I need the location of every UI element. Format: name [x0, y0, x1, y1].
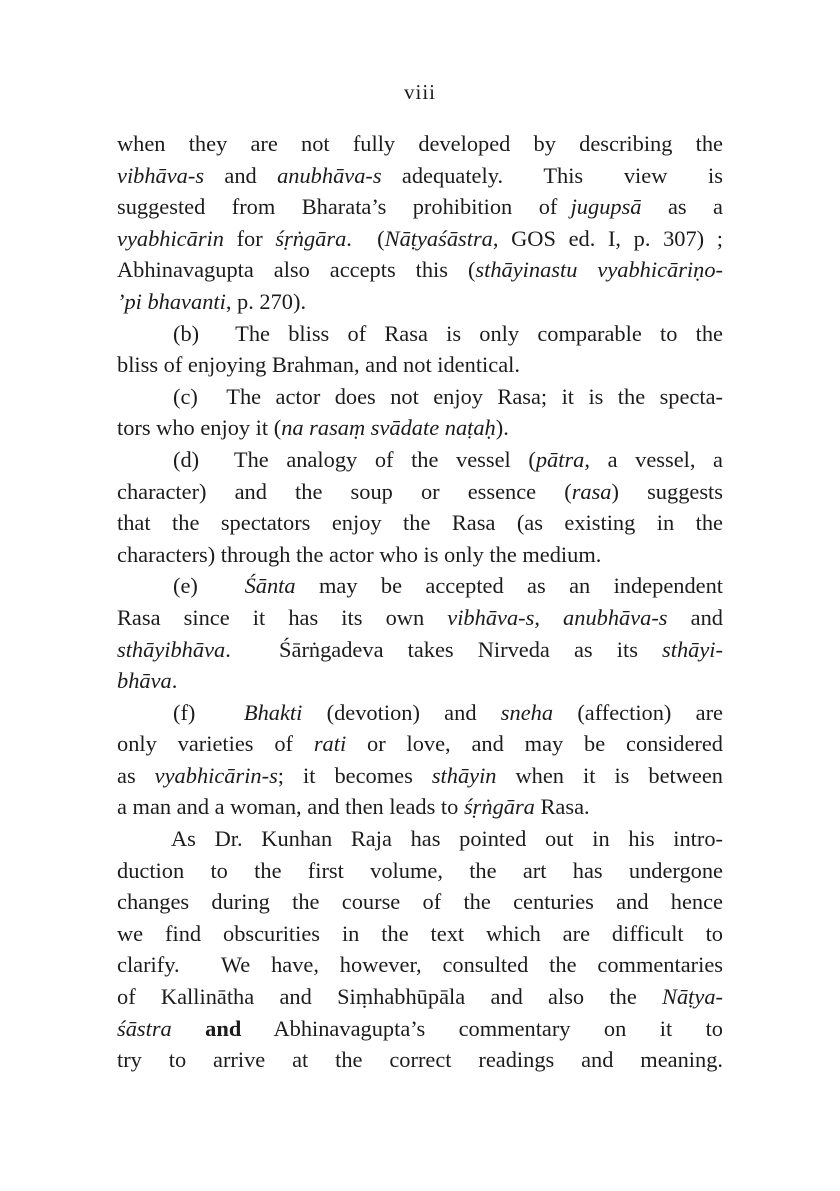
text-segment: we find obscurities in the text which are difficult to	[117, 920, 723, 946]
italic-term: pātra	[535, 446, 585, 472]
text-segment: may be accepted as an independent	[295, 573, 723, 599]
text-segment: adequately. This view is	[381, 162, 723, 188]
text-line	[117, 634, 723, 666]
italic-term: sthāyi-	[662, 636, 723, 662]
italic-term: vibhāva-s	[447, 604, 535, 630]
text-segment: (affection) are	[553, 699, 723, 725]
text-segment: clarify. We have, however, consulted the commentaries	[117, 952, 723, 978]
text-segment: a man and a woman, and then leads to	[117, 794, 464, 820]
text-segment: try to arrive at the correct readings and meaning.	[117, 1047, 723, 1073]
text-segment: changes during the course of the centuries and hence	[117, 889, 723, 915]
text-segment: ) suggests	[611, 478, 723, 504]
text-segment: . (	[346, 225, 385, 251]
text-segment: (e)	[173, 573, 245, 599]
text-line	[117, 728, 723, 760]
text-line	[117, 823, 723, 855]
text-segment: character) and the soup or essence (	[117, 478, 572, 504]
text-segment: (f)	[173, 699, 244, 725]
text-segment: or love, and may be considered	[346, 731, 723, 757]
text-segment: (devotion) and	[302, 699, 501, 725]
italic-term: śṛṅgāra	[463, 794, 535, 820]
italic-term: rati	[313, 731, 347, 757]
text-line	[117, 223, 723, 255]
italic-term: sneha	[500, 699, 554, 725]
text-line	[117, 476, 723, 508]
italic-term: sthāyin	[431, 762, 497, 788]
text-line	[117, 918, 723, 950]
text-line	[117, 665, 723, 697]
text-segment: of Kallinātha and Siṃhabhūpāla and also the	[117, 984, 663, 1010]
text-line	[117, 160, 723, 192]
text-line	[117, 444, 723, 476]
text-line	[117, 539, 723, 571]
text-line	[117, 886, 723, 918]
italic-term: śṛṅgāra	[275, 225, 347, 251]
text-line	[117, 570, 723, 602]
text-segment: (b) The bliss of Rasa is only comparable to the	[173, 320, 723, 346]
text-line	[117, 254, 723, 286]
text-line	[117, 760, 723, 792]
italic-term: Nāṭyaśāstra	[384, 225, 493, 251]
italic-term: bhāva	[117, 668, 172, 694]
italic-term: anubhāva-s	[563, 604, 668, 630]
text-segment: as	[117, 762, 155, 788]
text-segment: , a vessel, a	[584, 446, 723, 472]
text-line	[117, 349, 723, 381]
text-segment: .	[171, 668, 178, 694]
text-line	[117, 507, 723, 539]
italic-term: vyabhicārin-s	[154, 762, 278, 788]
text-segment: Rasa.	[534, 794, 590, 820]
italic-term: rasa	[571, 478, 612, 504]
text-segment: , p. 270).	[225, 288, 307, 314]
italic-term: sthāyibhāva	[117, 636, 226, 662]
text-segment: when they are not fully developed by describing the	[117, 131, 723, 156]
text-line	[117, 791, 723, 823]
text-segment: suggested from Bharata’s prohibition of	[117, 194, 571, 220]
text-segment: Rasa since it has its own	[117, 604, 448, 630]
text-line	[117, 1044, 723, 1076]
italic-term: sthāyinastu vyabhicāriṇo-	[475, 257, 723, 283]
text-segment: when it is between	[496, 762, 723, 788]
text-segment: Abhinavagupta’s commentary on it to	[241, 1015, 723, 1041]
italic-term: jugupsā	[570, 194, 642, 220]
text-segment: As Dr. Kunhan Raja has pointed out in his intro-	[171, 826, 723, 852]
italic-term: ’pi bhavanti	[117, 288, 226, 314]
text-line	[117, 1013, 723, 1045]
text-line	[117, 981, 723, 1013]
italic-term: na rasaṃ svādate naṭaḥ	[281, 415, 496, 441]
text-segment: and	[667, 604, 723, 630]
text-segment: as a	[641, 194, 723, 220]
text-segment: duction to the first volume, the art has undergone	[117, 857, 723, 883]
text-segment: and	[171, 1015, 242, 1041]
text-line	[117, 128, 723, 160]
italic-term: Nāṭya-	[662, 984, 723, 1010]
text-line	[117, 855, 723, 887]
text-line	[117, 286, 723, 318]
text-line	[117, 412, 723, 444]
italic-term: Bhakti	[243, 699, 303, 725]
text-line	[117, 602, 723, 634]
text-line	[117, 949, 723, 981]
text-line	[117, 318, 723, 350]
text-segment: . Śārṅgadeva takes Nirveda as its	[225, 636, 663, 662]
italic-term: śāstra	[117, 1015, 172, 1041]
text-segment: only varieties of	[117, 731, 314, 757]
italic-term: anubhāva-s	[277, 162, 382, 188]
text-line	[117, 381, 723, 413]
italic-term: Śānta	[244, 573, 296, 599]
text-segment: (d) The analogy of the vessel (	[173, 446, 536, 472]
text-segment: for	[223, 225, 276, 251]
text-line	[117, 191, 723, 223]
text-segment: ,	[534, 604, 564, 630]
text-segment: ).	[495, 415, 509, 441]
text-segment: characters) through the actor who is only the medium.	[117, 541, 602, 567]
text-segment: and	[204, 162, 278, 188]
text-segment: tors who enjoy it (	[117, 415, 282, 441]
text-segment: ; it becomes	[277, 762, 432, 788]
text-segment: (c) The actor does not enjoy Rasa; it is the specta-	[173, 383, 723, 409]
page-number: viii	[403, 80, 436, 104]
text-segment: Abhinavagupta also accepts this (	[117, 257, 476, 283]
text-segment: , GOS ed. I, p. 307) ;	[492, 225, 723, 251]
text-segment: bliss of enjoying Brahman, and not identical.	[117, 352, 520, 378]
text-line	[117, 697, 723, 729]
text-segment: that the spectators enjoy the Rasa (as existing in the	[117, 510, 723, 536]
italic-term: vibhāva-s	[117, 162, 205, 188]
italic-term: vyabhicārin	[117, 225, 224, 251]
text-body	[117, 128, 723, 1076]
